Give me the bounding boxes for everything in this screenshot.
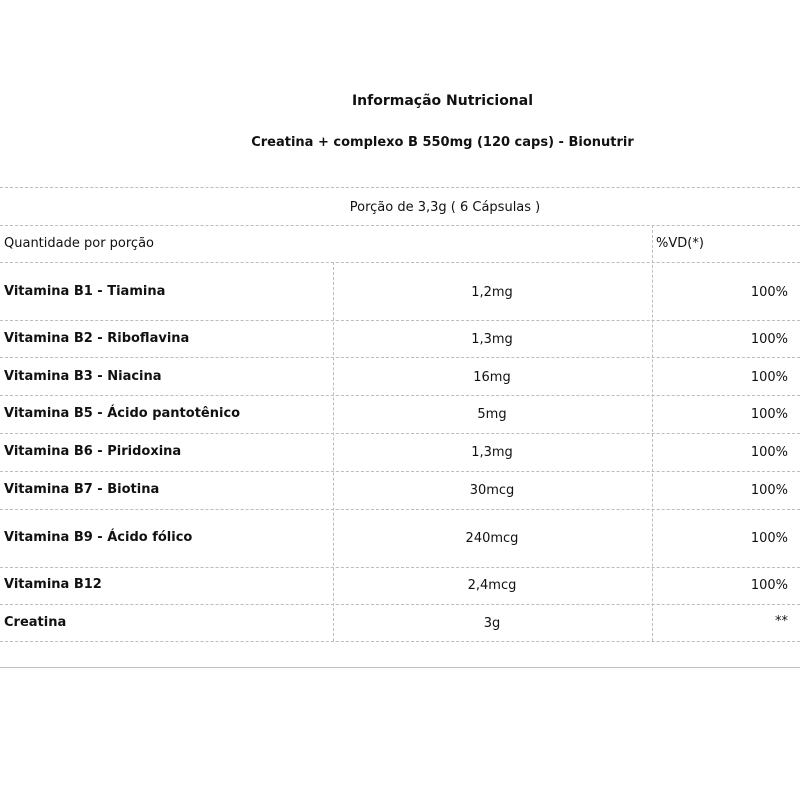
table-border-bottom [0, 667, 800, 668]
nutrient-name: Vitamina B3 - Niacina [4, 369, 162, 384]
nutrient-name: Vitamina B5 - Ácido pantotênico [4, 406, 241, 421]
nutrient-amount: 1,2mg [471, 285, 513, 300]
nutrient-vd: 100% [750, 445, 788, 460]
nutrient-amount: 30mcg [469, 483, 515, 498]
row-divider [0, 567, 800, 568]
product-subtitle: Creatina + complexo B 550mg (120 caps) - Bionutrir [251, 135, 634, 150]
nutrient-vd: 100% [750, 407, 788, 422]
nutrient-amount: 5mg [477, 407, 507, 422]
row-divider [0, 320, 800, 321]
row-divider [0, 604, 800, 605]
nutrient-name: Vitamina B12 [4, 577, 102, 592]
portion-label: Porção de 3,3g ( 6 Cápsulas ) [349, 200, 541, 215]
column-header-vd: %VD(*) [656, 236, 704, 251]
nutrient-vd: 100% [750, 578, 788, 593]
nutrient-amount: 2,4mcg [467, 578, 517, 593]
nutrient-vd: ** [775, 614, 788, 629]
nutrient-amount: 1,3mg [471, 445, 513, 460]
nutrient-amount: 16mg [473, 370, 511, 385]
page-title: Informação Nutricional [351, 93, 534, 109]
row-divider [0, 262, 800, 263]
nutrient-amount: 240mcg [465, 531, 519, 546]
nutrient-name: Vitamina B7 - Biotina [4, 482, 160, 497]
column-header-quantity: Quantidade por porção [4, 236, 155, 251]
nutrient-name: Vitamina B1 - Tiamina [4, 284, 166, 299]
row-divider [0, 357, 800, 358]
row-divider [0, 509, 800, 510]
nutrient-amount: 3g [483, 616, 501, 631]
table-border-top [0, 187, 800, 188]
nutrient-vd: 100% [750, 531, 788, 546]
nutrient-vd: 100% [750, 370, 788, 385]
nutrient-name: Vitamina B2 - Riboflavina [4, 331, 190, 346]
nutrient-vd: 100% [750, 483, 788, 498]
nutrient-name: Creatina [4, 615, 67, 630]
nutrient-amount: 1,3mg [471, 332, 513, 347]
row-divider [0, 395, 800, 396]
nutrient-vd: 100% [750, 285, 788, 300]
row-divider [0, 641, 800, 642]
row-divider [0, 225, 800, 226]
nutrient-name: Vitamina B9 - Ácido fólico [4, 530, 193, 545]
row-divider [0, 433, 800, 434]
nutrient-name: Vitamina B6 - Piridoxina [4, 444, 182, 459]
nutrient-vd: 100% [750, 332, 788, 347]
row-divider [0, 471, 800, 472]
